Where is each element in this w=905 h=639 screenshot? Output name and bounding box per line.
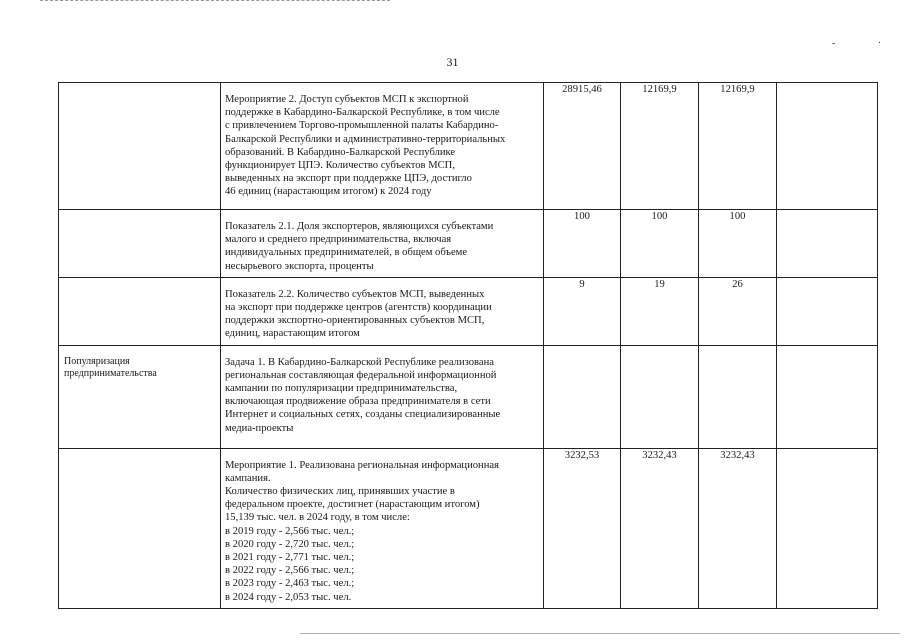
value-cell-2: 100 [621, 210, 699, 278]
direction-cell [59, 448, 221, 608]
value-cell-2 [621, 345, 699, 448]
description-cell [221, 83, 544, 210]
scan-artifact-bottom [300, 633, 900, 636]
value-cell-4 [777, 210, 878, 278]
value-cell-4 [777, 83, 878, 210]
description-text: Мероприятие 1. Реализована региональная информационная кампания. Количество физических лиц, принявших участие в федеральном проекте, достигнет (нарастающим итогом) 15,139 тыс. чел. в 2024 году, в том числе: в 2019 году - 2,566 тыс. чел.; в 2020 году - 2,720 тыс. чел.; в 2021 году - 2,771 тыс. чел.; в 2022 году - 2,566 тыс. чел.; в 2023 году - 2,463 тыс. чел.; в 2024 году - 2,053 тыс. чел. [225, 459, 499, 603]
value-cell-2: 19 [621, 277, 699, 345]
direction-text [59, 449, 220, 459]
page-number: 31 [446, 55, 459, 69]
value-cell-3: 100 [699, 210, 777, 278]
value-cell-3: 12169,9 [699, 83, 777, 210]
description-text: Показатель 2.1. Доля экспортеров, являющихся субъектами малого и среднего предпринимательства, включая индивидуальных предпринимателей, в общем объеме несырьевого экспорта, проценты [225, 221, 494, 272]
description-text: Мероприятие 2. Доступ субъектов МСП к экспортной поддержке в Кабардино-Балкарской Республике, в том числе с привлечением Торгово-промышленной палаты Кабардино- Балкарской Республики и административно-территориальных образований. В Кабардино-Балкарской Республике функционирует ЦПЭ. Количество субъектов МСП, выведенных на экспорт при поддержке ЦПЭ, достигло 46 единиц (нарастающим итогом) к 2024 году [225, 94, 506, 198]
description-text: Задача 1. В Кабардино-Балкарской Республике реализована региональная составляющая федеральной информационной кампании по популяризации предпринимательства, включающая продвижение образа предпринимателя в сети Интернет и социальных сетях, созданы специализированные медиа-проекты [225, 356, 501, 434]
direction-cell [59, 210, 221, 278]
direction-text [59, 278, 220, 288]
program-table [58, 82, 878, 609]
value-cell-1 [544, 345, 621, 448]
direction-cell [59, 345, 221, 448]
value-cell-3 [699, 345, 777, 448]
value-cell-4 [777, 345, 878, 448]
direction-text: Популяризация предпринимательства [64, 355, 157, 380]
description-cell [221, 448, 544, 608]
scan-artifact-top [40, 0, 390, 4]
value-cell-2: 3232,43 [621, 448, 699, 608]
table-row [59, 448, 878, 608]
direction-text [59, 210, 220, 220]
table-row [59, 83, 878, 210]
direction-cell [59, 83, 221, 210]
value-cell-1: 100 [544, 210, 621, 278]
value-cell-4 [777, 277, 878, 345]
description-cell [221, 210, 544, 278]
direction-cell [59, 277, 221, 345]
value-cell-3: 3232,43 [699, 448, 777, 608]
value-cell-3: 26 [699, 277, 777, 345]
value-cell-4 [777, 448, 878, 608]
value-cell-2: 12169,9 [621, 83, 699, 210]
value-cell-1: 3232,53 [544, 448, 621, 608]
description-text: Показатель 2.2. Количество субъектов МСП, выведенных на экспорт при поддержке центров (агентств) координации поддержки экспортно-ориентированных субъектов МСП, единиц, нарастающим итогом [225, 288, 492, 340]
description-cell [221, 277, 544, 345]
value-cell-1: 9 [544, 277, 621, 345]
table-row [59, 277, 878, 345]
description-cell [221, 345, 544, 448]
table-row [59, 345, 878, 448]
table-row [59, 210, 878, 278]
value-cell-1: 28915,46 [544, 83, 621, 210]
direction-text [59, 83, 220, 93]
scan-artifact-dots: - · [832, 38, 902, 49]
